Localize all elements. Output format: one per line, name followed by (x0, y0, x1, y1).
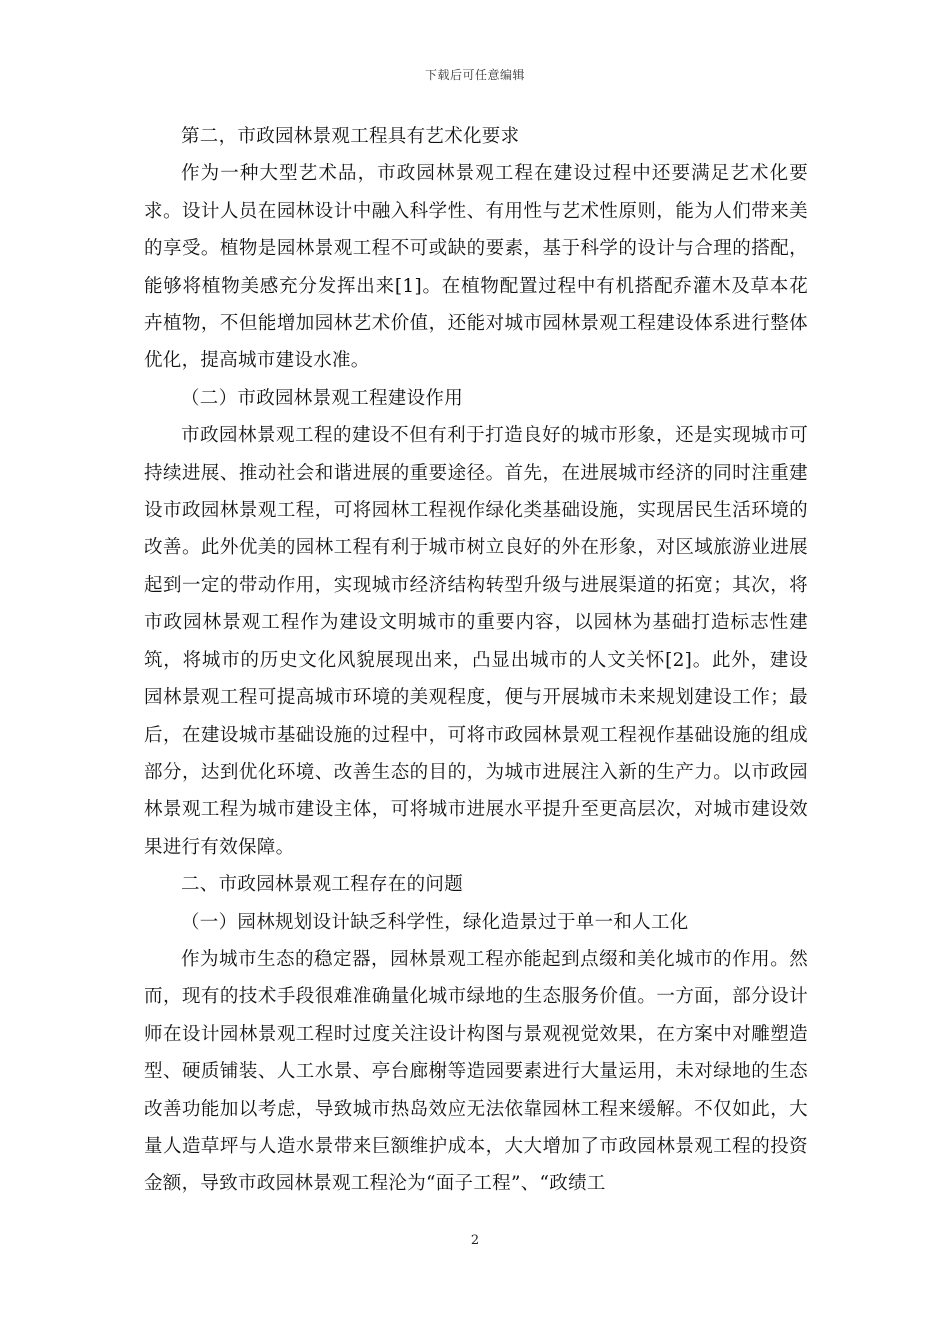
body-paragraph: 作为一种大型艺术品，市政园林景观工程在建设过程中还要满足艺术化要求。设计人员在园林设计中融入科学性、有用性与艺术性原则，能为人们带来美的享受。植物是园林景观工程不可或缺的要素，基于科学的设计与合理的搭配，能够将植物美感充分发挥出来[1]。在植物配置过程中有机搭配乔灌木及草本花卉植物，不但能增加园林艺术价值，还能对城市园林景观工程建设体系进行整体优化，提高城市建设水准。 (144, 163, 808, 372)
page-number: 2 (470, 1233, 480, 1248)
body-paragraph: 市政园林景观工程的建设不但有利于打造良好的城市形象，还是实现城市可持续进展、推动社会和谐进展的重要途径。首先，在进展城市经济的同时注重建设市政园林景观工程，可将园林工程视作绿化类基础设施，实现居民生活环境的改善。此外优美的园林工程有利于城市树立良好的外在形象，对区域旅游业进展起到一定的带动作用，实现城市经济结构转型升级与进展渠道的拓宽；其次，将市政园林景观工程作为建设文明城市的重要内容，以园林为基础打造标志性建筑，将城市的历史文化风貌展现出来，凸显出城市的人文关怀[2]。此外，建设园林景观工程可提高城市环境的美观程度，便与开展城市未来规划建设工作；最后，在建设城市基础设施的过程中，可将市政园林景观工程视作基础设施的组成部分，达到优化环境、改善生态的目的，为城市进展注入新的生产力。以市政园林景观工程为城市建设主体，可将城市进展水平提升至更高层次，对城市建设效果进行有效保障。 (144, 425, 808, 858)
section-heading: 二、市政园林景观工程存在的问题 (181, 874, 464, 896)
page-header-note: 下载后可任意编辑 (424, 68, 525, 82)
document-body (144, 118, 808, 1203)
subsection-heading: （一）园林规划设计缺乏科学性，绿化造景过于单一和人工化 (181, 911, 689, 933)
section-heading: （二）市政园林景观工程建设作用 (181, 387, 464, 409)
section-heading: 第二，市政园林景观工程具有艺术化要求 (181, 126, 520, 147)
body-paragraph: 作为城市生态的稳定器，园林景观工程亦能起到点缀和美化城市的作用。然而，现有的技术手段很难准确量化城市绿地的生态服务价值。一方面，部分设计师在设计园林景观工程时过度关注设计构图与景观视觉效果，在方案中对雕塑造型、硬质铺装、人工水景、亭台廊榭等造园要素进行大量运用，未对绿地的生态改善功能加以考虑，导致城市热岛效应无法依靠园林工程来缓解。不仅如此，大量人造草坪与人造水景带来巨额维护成本，大大增加了市政园林景观工程的投资金额，导致市政园林景观工程沦为“面子工程”、“政绩工 (144, 948, 808, 1195)
